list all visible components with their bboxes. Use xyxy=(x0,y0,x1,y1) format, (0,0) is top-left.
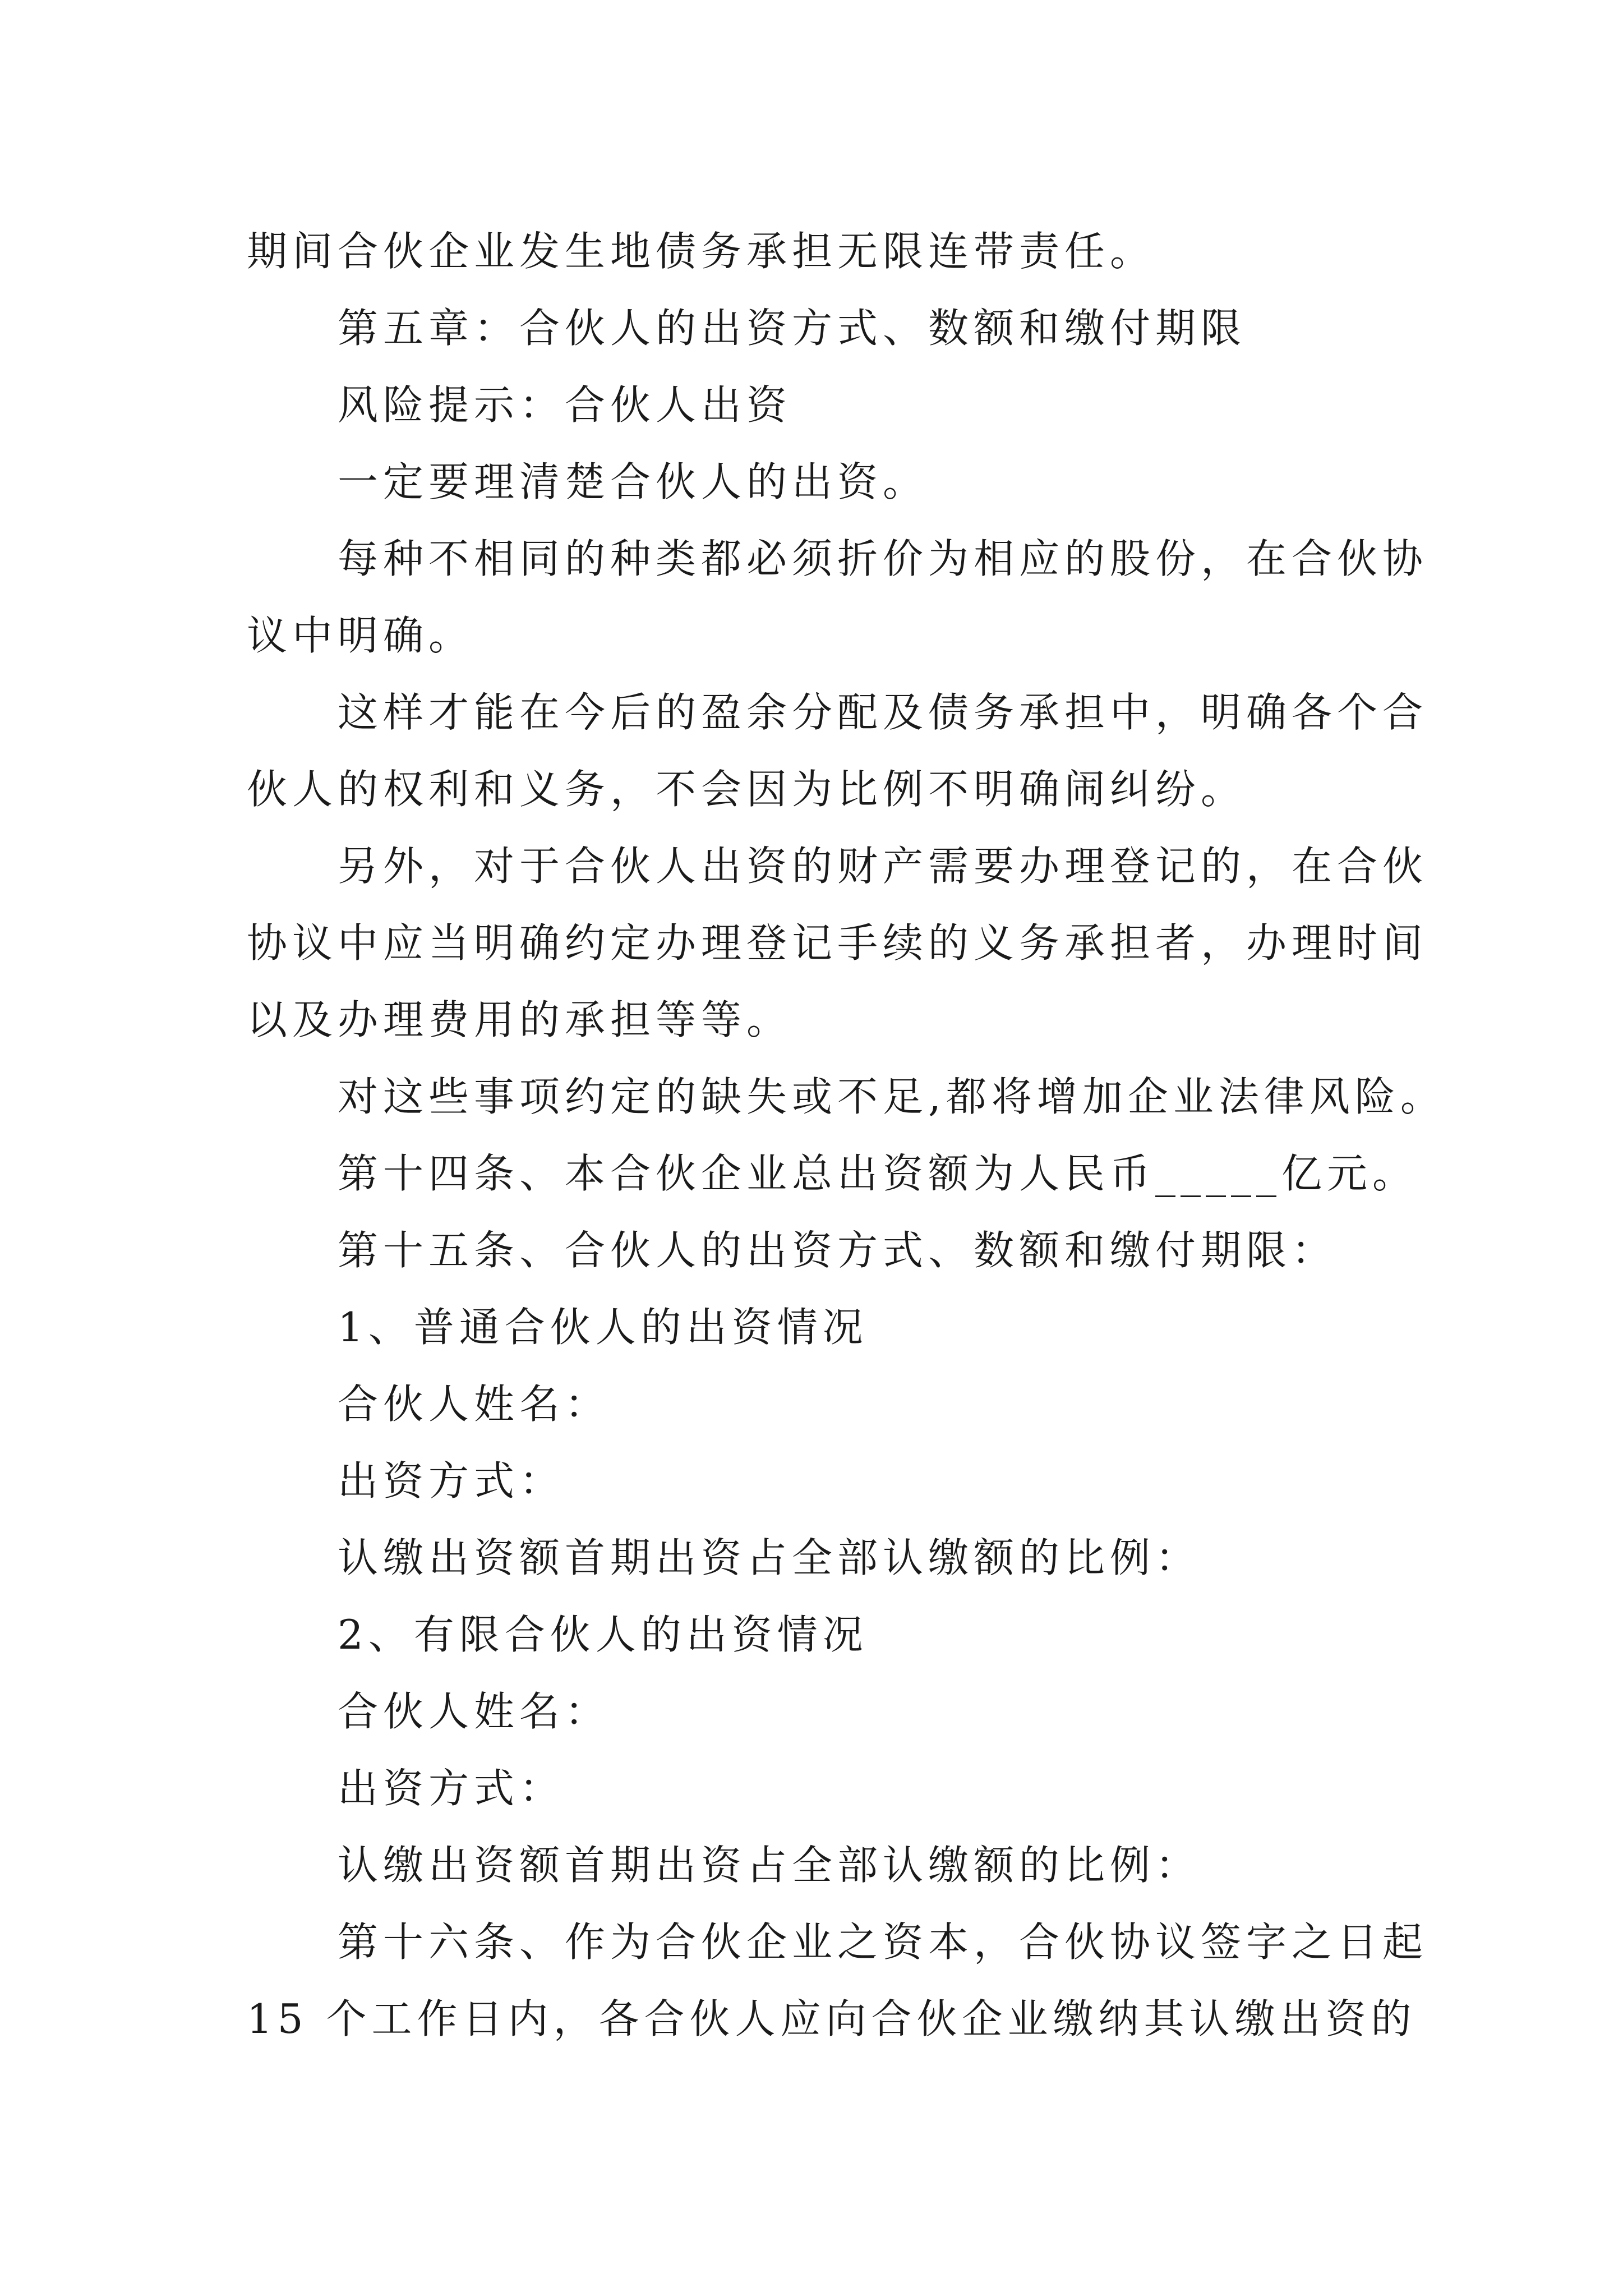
body-line: 另外，对于合伙人出资的财产需要办理登记的，在合伙 xyxy=(338,843,1428,890)
limited-partner-heading: 2、有限合伙人的出资情况 xyxy=(338,1611,868,1658)
article-14: 第十四条、本合伙企业总出资额为人民币_____亿元。 xyxy=(338,1150,1418,1197)
risk-notice-heading: 风险提示：合伙人出资 xyxy=(338,381,792,429)
contribution-ratio-field: 认缴出资额首期出资占全部认缴额的比例： xyxy=(338,1842,1201,1889)
contribution-method-field: 出资方式： xyxy=(338,1457,565,1504)
body-line: 议中明确。 xyxy=(247,612,474,659)
article-15: 第十五条、合伙人的出资方式、数额和缴付期限： xyxy=(338,1227,1338,1274)
body-line: 伙人的权利和义务，不会因为比例不明确闹纠纷。 xyxy=(247,766,1247,813)
contribution-ratio-field: 认缴出资额首期出资占全部认缴额的比例： xyxy=(338,1534,1201,1581)
body-line: 15 个工作日内，各合伙人应向合伙企业缴纳其认缴出资的 xyxy=(247,1995,1417,2042)
partner-name-field: 合伙人姓名： xyxy=(338,1688,611,1735)
contribution-method-field: 出资方式： xyxy=(338,1765,565,1812)
partner-name-field: 合伙人姓名： xyxy=(338,1381,611,1428)
body-line: 协议中应当明确约定办理登记手续的义务承担者，办理时间 xyxy=(247,919,1428,967)
article-16: 第十六条、作为合伙企业之资本，合伙协议签字之日起 xyxy=(338,1918,1428,1966)
body-line: 对这些事项约定的缺失或不足,都将增加企业法律风险。 xyxy=(338,1073,1446,1120)
body-line: 期间合伙企业发生地债务承担无限连带责任。 xyxy=(247,228,1156,275)
body-line: 这样才能在今后的盈余分配及债务承担中，明确各个合 xyxy=(338,689,1428,736)
chapter-heading: 第五章：合伙人的出资方式、数额和缴付期限 xyxy=(338,305,1247,352)
document-body xyxy=(247,213,1446,2058)
general-partner-heading: 1、普通合伙人的出资情况 xyxy=(338,1304,868,1351)
body-line: 一定要理清楚合伙人的出资。 xyxy=(338,458,929,505)
body-line: 每种不相同的种类都必须折价为相应的股份，在合伙协 xyxy=(338,535,1428,582)
body-line: 以及办理费用的承担等等。 xyxy=(247,996,792,1043)
